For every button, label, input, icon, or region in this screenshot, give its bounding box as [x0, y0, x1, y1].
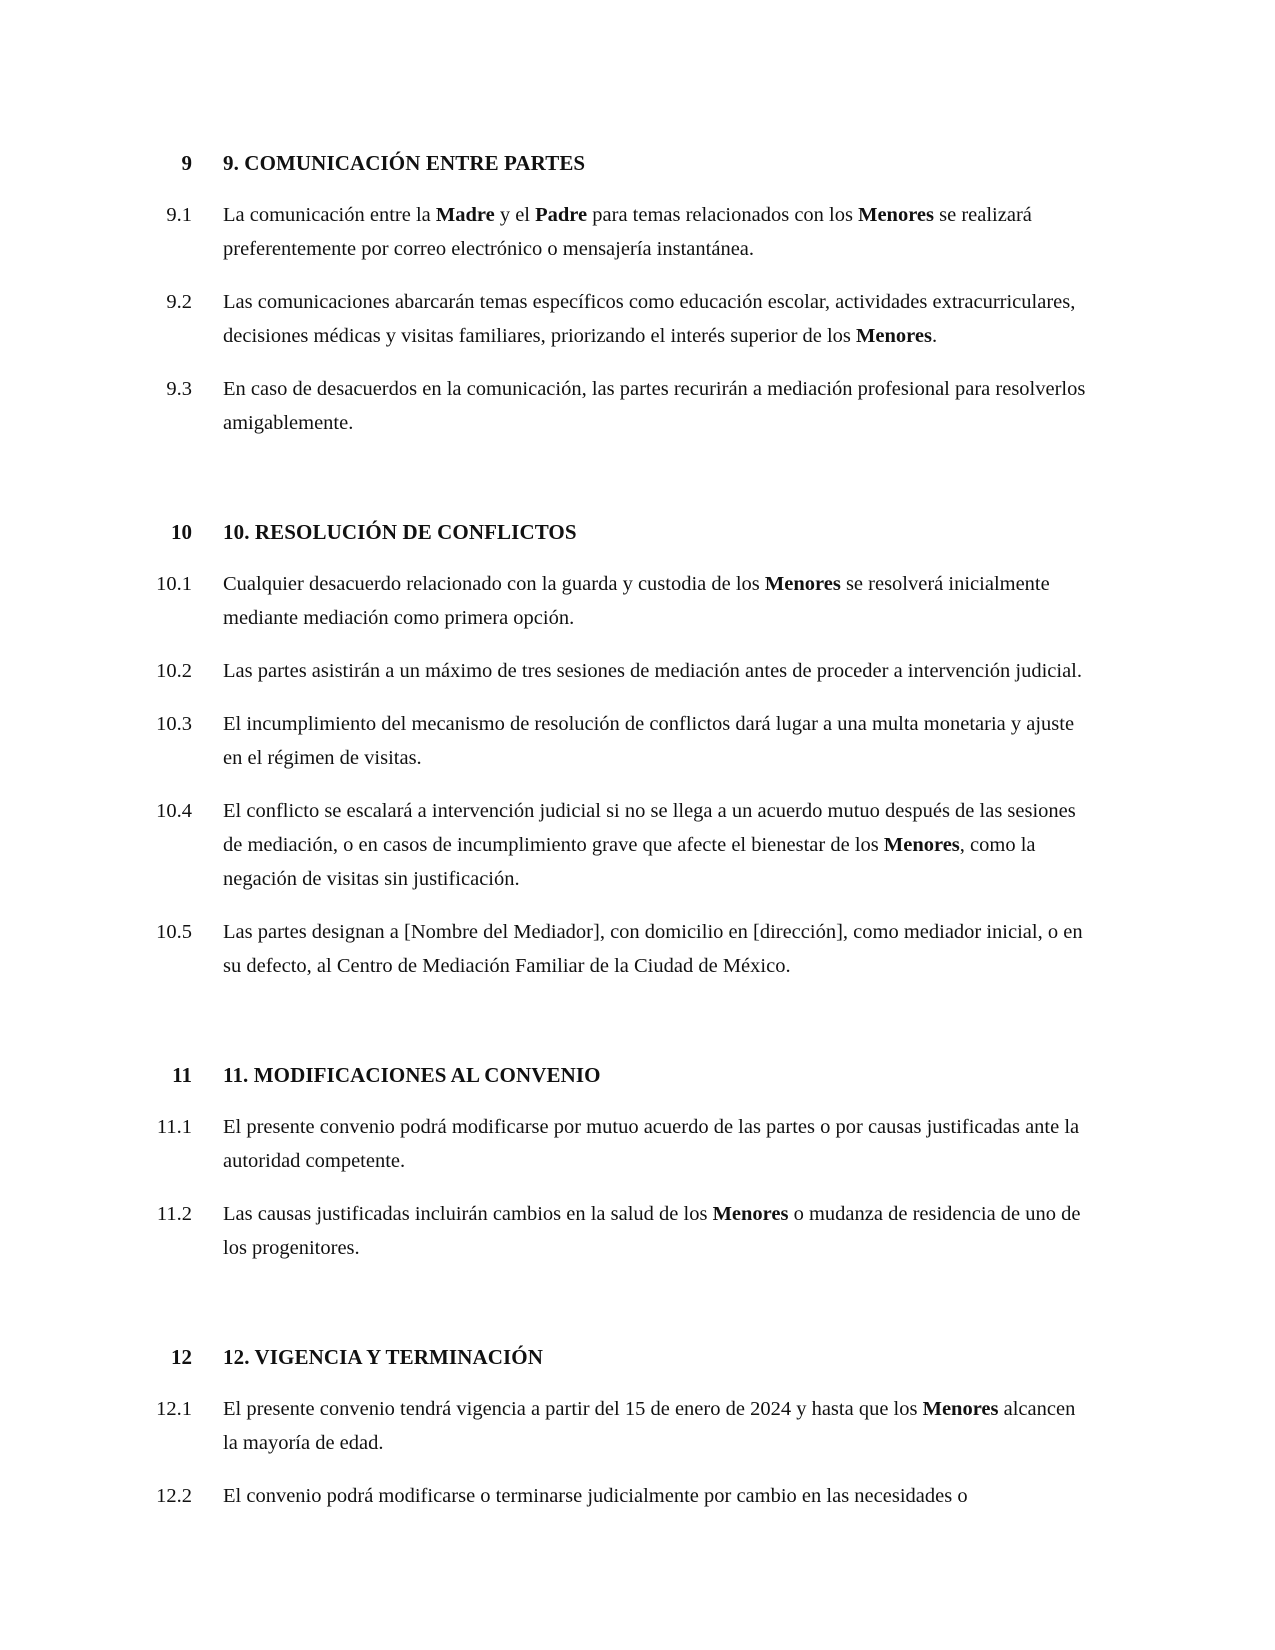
section-heading-11	[130, 1060, 1090, 1090]
clause-number: 11.1	[156, 1116, 192, 1138]
section-title: 9. COMUNICACIÓN ENTRE PARTES	[223, 151, 586, 175]
clause-row	[130, 372, 1090, 440]
clause-text: Las causas justificadas incluirán cambios en la salud de los Menores o mudanza de residencia de uno de los progenitores.	[223, 1203, 1081, 1259]
clause-number: 10.1	[156, 573, 192, 595]
section-spacer	[130, 1002, 1090, 1060]
section-heading-10	[130, 517, 1090, 547]
section-number: 11	[172, 1063, 192, 1087]
clause-row	[130, 285, 1090, 353]
clause-text: Las partes asistirán a un máximo de tres sesiones de mediación antes de proceder a intervención judicial.	[223, 660, 1082, 682]
clause-number: 9.1	[166, 204, 192, 226]
clause-row	[130, 1392, 1090, 1460]
clause-row	[130, 1110, 1090, 1178]
clause-number: 11.2	[156, 1203, 192, 1225]
section-spacer	[130, 1284, 1090, 1342]
clause-number: 9.2	[166, 291, 192, 313]
section-heading-9	[130, 148, 1090, 178]
clause-text: La comunicación entre la Madre y el Padre para temas relacionados con los Menores se realizará preferentemente por correo electrónico o mensajería instantánea.	[223, 204, 1032, 260]
clause-row	[130, 707, 1090, 775]
clause-text: Las comunicaciones abarcarán temas específicos como educación escolar, actividades extracurriculares, decisiones médicas y visitas familiares, priorizando el interés superior de los Menores.	[223, 291, 1076, 347]
section-title: 11. MODIFICACIONES AL CONVENIO	[223, 1063, 601, 1087]
clause-row	[130, 1197, 1090, 1265]
section-number: 9	[181, 151, 192, 175]
clause-text: El incumplimiento del mecanismo de resolución de conflictos dará lugar a una multa monetaria y ajuste en el régimen de visitas.	[223, 713, 1075, 769]
clause-row	[130, 567, 1090, 635]
clause-row	[130, 915, 1090, 983]
clause-text: El presente convenio tendrá vigencia a partir del 15 de enero de 2024 y hasta que los Menores alcancen la mayoría de edad.	[223, 1398, 1076, 1454]
section-title: 12. VIGENCIA Y TERMINACIÓN	[223, 1345, 543, 1369]
clause-text: Las partes designan a [Nombre del Mediador], con domicilio en [dirección], como mediador inicial, o en su defecto, al Centro de Mediación Familiar de la Ciudad de México.	[223, 921, 1083, 977]
clause-number: 12.2	[156, 1485, 192, 1507]
clause-number: 10.3	[156, 713, 192, 735]
clause-text: El convenio podrá modificarse o terminarse judicialmente por cambio en las necesidades o	[223, 1485, 968, 1507]
section-number: 12	[171, 1345, 192, 1369]
clause-text: El presente convenio podrá modificarse por mutuo acuerdo de las partes o por causas justificadas ante la autoridad competente.	[223, 1116, 1080, 1172]
clause-number: 10.5	[156, 921, 192, 943]
clause-number: 10.4	[156, 800, 192, 822]
clause-row	[130, 654, 1090, 688]
clause-number: 9.3	[166, 378, 192, 400]
section-heading-12	[130, 1342, 1090, 1372]
section-spacer	[130, 459, 1090, 517]
clause-text: En caso de desacuerdos en la comunicación, las partes recurirán a mediación profesional para resolverlos amigablemente.	[223, 378, 1086, 434]
clause-row	[130, 1479, 1090, 1513]
section-title: 10. RESOLUCIÓN DE CONFLICTOS	[223, 520, 577, 544]
document-body	[130, 148, 1090, 1513]
clause-number: 12.1	[156, 1398, 192, 1420]
clause-row	[130, 198, 1090, 266]
clause-number: 10.2	[156, 660, 192, 682]
section-number: 10	[171, 520, 192, 544]
clause-text: El conflicto se escalará a intervención judicial si no se llega a un acuerdo mutuo después de las sesiones de mediación, o en casos de incumplimiento grave que afecte el bienestar de los Menores, como la negación de visitas sin justificación.	[223, 800, 1076, 890]
clause-row	[130, 794, 1090, 896]
clause-text: Cualquier desacuerdo relacionado con la guarda y custodia de los Menores se resolverá inicialmente mediante mediación como primera opción.	[223, 573, 1050, 629]
